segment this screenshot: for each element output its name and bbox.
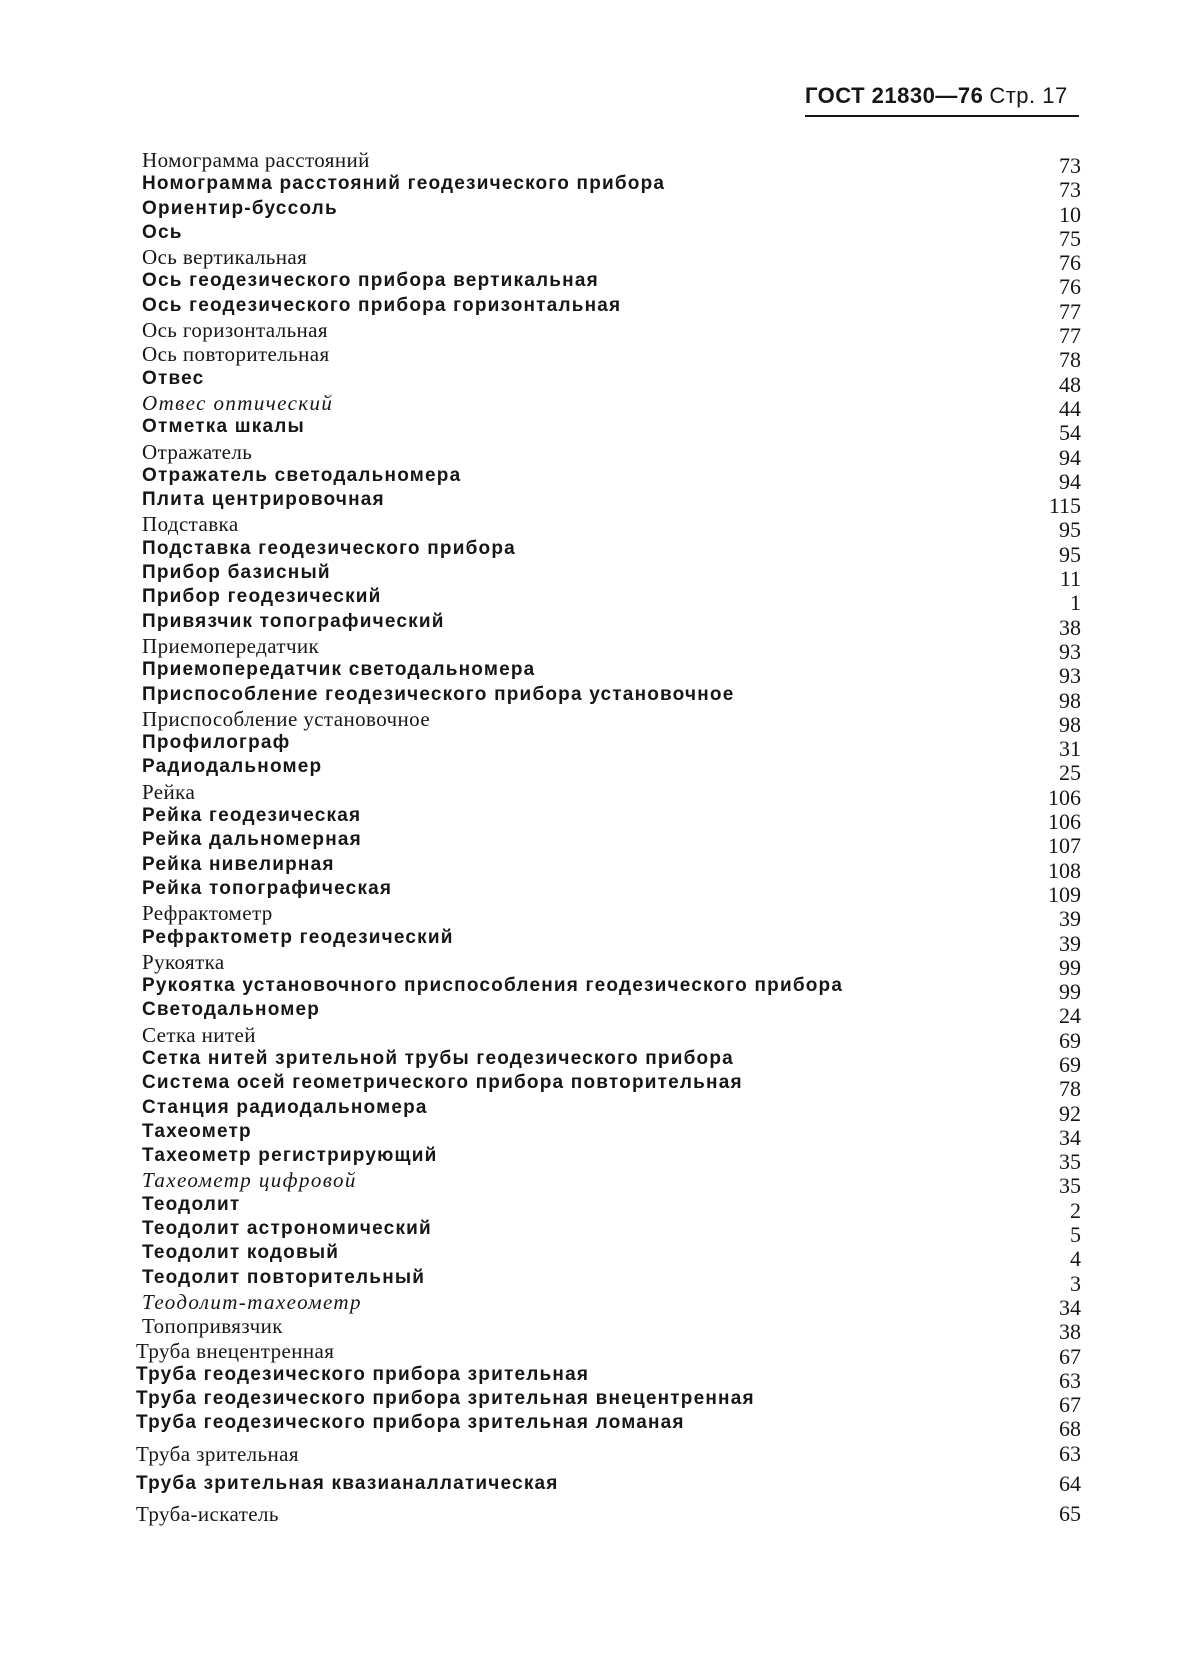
index-entry (136, 926, 1081, 956)
index-entry (136, 975, 1081, 1005)
index-term: Труба внецентренная (136, 1338, 335, 1363)
term-number: 68 (1059, 1416, 1081, 1442)
index-entry (136, 390, 1081, 421)
index-term: Номограмма расстояний (142, 148, 370, 172)
term-number: 31 (1059, 736, 1081, 762)
index-entry (136, 1218, 1081, 1248)
index-term: Рукоятка установочного приспособления геодезического прибора (142, 975, 844, 997)
index-term: Система осей геометрического прибора повторительная (142, 1072, 743, 1094)
index-term: Ось геодезического прибора вертикальная (142, 270, 599, 292)
term-number: 98 (1059, 687, 1081, 713)
term-number: 25 (1059, 760, 1081, 786)
index-entry (136, 805, 1081, 835)
index-entry (136, 489, 1081, 519)
term-number: 78 (1059, 347, 1081, 373)
term-number: 24 (1059, 1003, 1081, 1029)
index-entry (136, 342, 1081, 373)
index-term: Отвес оптический (142, 390, 334, 415)
term-number: 10 (1059, 201, 1081, 227)
term-number: 63 (1059, 1367, 1081, 1393)
index-entry (136, 197, 1081, 227)
index-entry (136, 537, 1081, 567)
index-entry (136, 1388, 1081, 1418)
index-term: Труба зрительная квазианаллатическая (136, 1472, 559, 1494)
index-entry (136, 1437, 1081, 1467)
index-entry (136, 999, 1081, 1029)
standard-number: ГОСТ 21830—76 (805, 83, 984, 108)
index-entry (136, 1120, 1081, 1150)
term-number: 39 (1059, 930, 1081, 956)
index-term: Подставка (142, 512, 239, 537)
term-number: 94 (1059, 444, 1081, 470)
term-number: 73 (1059, 153, 1081, 178)
index-entry (136, 416, 1081, 446)
index-entry (136, 1072, 1081, 1102)
index-entry (136, 732, 1081, 762)
term-number: 67 (1059, 1392, 1081, 1418)
index-entry (136, 1289, 1081, 1320)
index-entry (136, 1145, 1081, 1175)
index-entry (136, 829, 1081, 859)
index-entry (136, 562, 1081, 592)
index-term: Приспособление установочное (142, 706, 431, 731)
index-entry (136, 586, 1081, 616)
index-term: Подставка геодезического прибора (142, 537, 516, 559)
index-term: Приемопередатчик (142, 633, 320, 658)
index-entry (136, 1266, 1081, 1296)
index-term: Ось геодезического прибора горизонтальная (142, 294, 622, 316)
index-term: Рейка дальномерная (142, 829, 362, 851)
term-number: 4 (1070, 1246, 1081, 1272)
index-term: Теодолит (142, 1193, 241, 1215)
index-term: Плита центрировочная (142, 489, 385, 511)
index-term: Радиодальномер (142, 756, 323, 778)
index-term: Рейка нивелирная (142, 853, 335, 875)
index-term: Труба геодезического прибора зрительная (136, 1363, 590, 1385)
index-entry (136, 1168, 1081, 1199)
term-number: 54 (1059, 420, 1081, 446)
term-number: 73 (1059, 177, 1081, 203)
index-term: Тахеометр цифровой (142, 1168, 357, 1193)
index-term: Топопривязчик (142, 1314, 283, 1339)
index-term: Отражатель светодальномера (142, 464, 462, 486)
page-number: Стр. 17 (989, 83, 1068, 108)
index-entry (136, 367, 1081, 397)
index-entry (136, 877, 1081, 907)
page-header (805, 79, 1079, 117)
term-number: 106 (1048, 809, 1081, 835)
index-term: Отметка шкалы (142, 416, 305, 438)
index-entry (136, 1047, 1081, 1077)
term-number: 63 (1059, 1440, 1081, 1466)
index-entry (136, 853, 1081, 883)
index-entry (136, 1338, 1081, 1369)
index-term: Приемопередатчик светодальномера (142, 659, 536, 681)
index-term: Ось повторительная (142, 342, 330, 367)
term-number: 48 (1059, 371, 1081, 397)
term-number: 1 (1070, 590, 1081, 616)
index-entry (136, 439, 1081, 470)
index-entry (136, 294, 1081, 324)
term-number: 39 (1059, 906, 1081, 932)
index-entry (136, 221, 1081, 251)
index-term: Отвес (142, 367, 205, 389)
index-term: Светодальномер (142, 999, 321, 1021)
index-term: Сетка нитей (142, 1022, 256, 1047)
index-entry (136, 683, 1081, 713)
term-number: 99 (1059, 979, 1081, 1005)
index-entry (136, 173, 1081, 203)
term-number: 11 (1059, 566, 1081, 592)
term-number: 3 (1070, 1270, 1081, 1296)
term-number: 69 (1059, 1051, 1081, 1077)
index-entry (136, 1022, 1081, 1053)
term-number: 76 (1059, 250, 1081, 276)
term-number: 95 (1059, 517, 1081, 543)
index-term: Теодолит-тахеометр (142, 1289, 362, 1314)
index-entry (136, 1363, 1081, 1393)
index-entry (136, 1412, 1081, 1442)
term-number: 94 (1059, 468, 1081, 494)
index-entry (136, 512, 1081, 543)
term-number: 44 (1059, 395, 1081, 421)
term-number: 77 (1059, 323, 1081, 349)
index-term: Труба-искатель (136, 1501, 279, 1526)
index-term: Рейка топографическая (142, 877, 393, 899)
term-number: 106 (1048, 784, 1081, 810)
term-number: 109 (1048, 881, 1081, 907)
index-entry (136, 1497, 1081, 1527)
index-term: Прибор базисный (142, 562, 331, 584)
term-number: 35 (1059, 1149, 1081, 1175)
index-term: Теодолит повторительный (142, 1266, 426, 1288)
term-number: 95 (1059, 541, 1081, 567)
index-entry (136, 245, 1081, 276)
term-number: 65 (1059, 1500, 1081, 1526)
index-term: Приспособление геодезического прибора установочное (142, 683, 735, 705)
term-number: 69 (1059, 1027, 1081, 1053)
index-entry (136, 270, 1081, 300)
index-term: Тахеометр регистрирующий (142, 1145, 438, 1167)
term-number: 34 (1059, 1124, 1081, 1150)
index-term: Станция радиодальномера (142, 1096, 428, 1118)
index-term: Отражатель (142, 439, 253, 464)
index-entry (136, 1242, 1081, 1272)
index-term: Труба геодезического прибора зрительная внецентренная (136, 1388, 755, 1410)
index-term: Профилограф (142, 732, 291, 754)
term-number: 115 (1048, 493, 1081, 519)
index-entry (136, 659, 1081, 689)
term-number: 5 (1070, 1222, 1081, 1248)
index-entry (136, 1193, 1081, 1223)
term-number: 77 (1059, 298, 1081, 324)
index-entry (136, 464, 1081, 494)
term-number: 108 (1048, 857, 1081, 883)
term-number: 78 (1059, 1076, 1081, 1102)
index-term: Рейка геодезическая (142, 805, 362, 827)
index-entry (136, 779, 1081, 810)
index-entry (136, 1096, 1081, 1126)
index-term: Труба геодезического прибора зрительная ломаная (136, 1412, 685, 1434)
index-term: Рефрактометр (142, 901, 273, 926)
term-number: 2 (1070, 1197, 1081, 1223)
term-number: 76 (1059, 274, 1081, 300)
term-number: 92 (1059, 1100, 1081, 1126)
term-number: 98 (1059, 711, 1081, 737)
index-entry (136, 1467, 1081, 1497)
term-number: 67 (1059, 1343, 1081, 1369)
index-term: Теодолит кодовый (142, 1242, 340, 1264)
index-term: Рейка (142, 779, 196, 804)
index-entry (136, 148, 1081, 178)
term-number: 93 (1059, 663, 1081, 689)
index-term: Труба зрительная (136, 1441, 299, 1466)
index-term: Рефрактометр геодезический (142, 926, 454, 948)
index-term: Рукоятка (142, 949, 225, 974)
index-term: Привязчик топографический (142, 610, 445, 632)
term-number: 38 (1059, 1319, 1081, 1345)
term-number: 99 (1059, 954, 1081, 980)
term-number: 107 (1048, 833, 1081, 859)
term-number: 34 (1059, 1294, 1081, 1320)
index-term: Ось (142, 221, 183, 243)
term-number: 38 (1059, 614, 1081, 640)
index-term: Тахеометр (142, 1120, 252, 1142)
index-term: Ориентир-буссоль (142, 197, 338, 219)
index-entry (136, 949, 1081, 980)
index-term: Номограмма расстояний геодезического прибора (142, 173, 666, 195)
term-number: 35 (1059, 1173, 1081, 1199)
index-entry (136, 610, 1081, 640)
index-term: Ось горизонтальная (142, 318, 328, 343)
term-number: 64 (1059, 1470, 1081, 1496)
term-number: 93 (1059, 638, 1081, 664)
index-term: Сетка нитей зрительной трубы геодезического прибора (142, 1047, 734, 1069)
index-entry (136, 706, 1081, 737)
index-term: Теодолит астрономический (142, 1218, 432, 1240)
term-number: 75 (1059, 225, 1081, 251)
index-entry (136, 633, 1081, 664)
index-entry (136, 901, 1081, 932)
index-entry (136, 756, 1081, 786)
alphabetical-term-index (136, 149, 1081, 1527)
index-entry (136, 1314, 1081, 1345)
index-term: Ось вертикальная (142, 245, 308, 270)
index-term: Прибор геодезический (142, 586, 382, 608)
index-entry (136, 318, 1081, 349)
